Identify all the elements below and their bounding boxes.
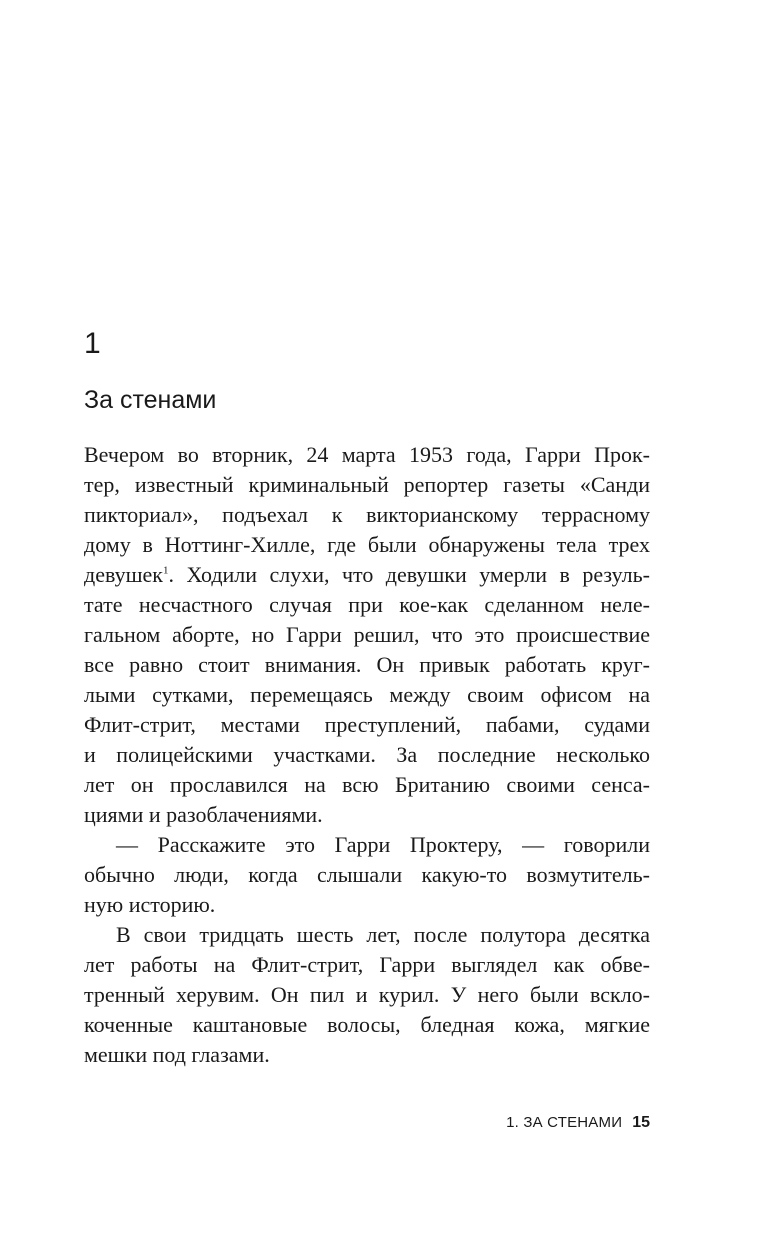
text-fragment: . Ходили слухи, что девушки умерли в резуль-: [168, 562, 650, 587]
running-head: 1. ЗА СТЕНАМИ: [506, 1114, 623, 1131]
chapter-number: 1: [84, 327, 101, 360]
text-line: и полицейскими участками. За последние несколько: [84, 742, 650, 767]
text-line: тренный херувим. Он пил и курил. У него были вскло-: [84, 982, 650, 1007]
text-line: циями и разоблачениями.: [84, 802, 323, 827]
text-line: Флит-стрит, местами преступлений, пабами, судами: [84, 712, 650, 737]
text-line-with-footnote: [84, 560, 650, 590]
paragraph-3: [84, 920, 650, 1070]
chapter-title: За стенами: [84, 386, 217, 414]
text-line: лыми сутками, перемещаясь между своим офисом на: [84, 682, 650, 707]
text-fragment: девушек: [84, 562, 163, 587]
text-line: обычно люди, когда слышали какую-то возмутитель-: [84, 862, 650, 887]
paragraph-1: [84, 440, 650, 830]
text-line: тате несчастного случая при кое-как сделанном неле-: [84, 592, 650, 617]
text-line: все равно стоит внимания. Он привык работать круг-: [84, 652, 650, 677]
paragraph-2: [84, 830, 650, 920]
text-line: Вечером во вторник, 24 марта 1953 года, Гарри Прок-: [84, 442, 650, 467]
text-line: коченные каштановые волосы, бледная кожа, мягкие: [84, 1012, 650, 1037]
text-line: мешки под глазами.: [84, 1042, 270, 1067]
body-text: [84, 440, 650, 1070]
text-line: — Расскажите это Гарри Проктеру, — говорили: [116, 832, 650, 857]
page-footer: [506, 1113, 650, 1133]
text-line: пикториал», подъехал к викторианскому террасному: [84, 502, 650, 527]
text-line: гальном аборте, но Гарри решил, что это происшествие: [84, 622, 650, 647]
text-line: лет он прославился на всю Британию своими сенса-: [84, 772, 650, 797]
text-line: лет работы на Флит-стрит, Гарри выглядел как обве-: [84, 952, 650, 977]
text-line: ную историю.: [84, 892, 216, 917]
page-number: 15: [632, 1114, 650, 1131]
text-line: дому в Ноттинг-Хилле, где были обнаружены тела трех: [84, 532, 650, 557]
text-line: тер, известный криминальный репортер газеты «Санди: [84, 472, 650, 497]
text-line: В свои тридцать шесть лет, после полутора десятка: [116, 922, 650, 947]
footnote-mark[interactable]: 1: [163, 564, 169, 577]
